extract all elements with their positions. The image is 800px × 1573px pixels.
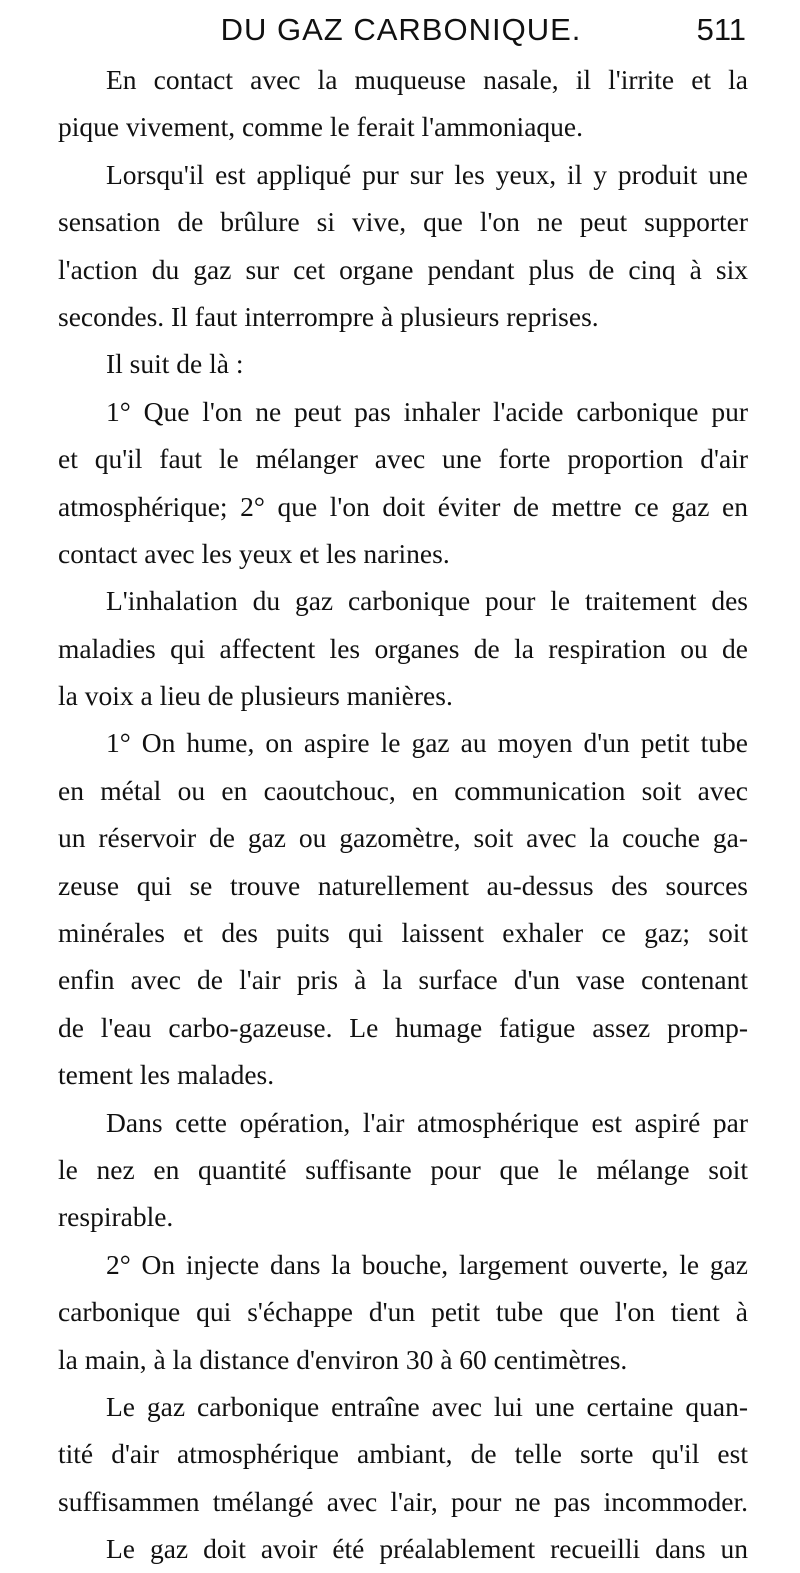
text-line: zeuse qui se trouve naturellement au-dessus des sources bbox=[58, 869, 748, 901]
text-line: En contact avec la muqueuse nasale, il l'irrite et la bbox=[106, 64, 748, 95]
text-line: atmosphérique; 2° que l'on doit éviter de mettre ce gaz en bbox=[58, 490, 748, 522]
text-line: respirable. bbox=[58, 1201, 174, 1233]
text-line: de l'eau carbo-gazeuse. Le humage fatigue assez promp- bbox=[58, 1011, 748, 1043]
text-line: 1° On hume, on aspire le gaz au moyen d'un petit tube bbox=[106, 727, 748, 759]
text-line: carbonique qui s'échappe d'un petit tube que l'on tient à bbox=[58, 1296, 748, 1328]
text-line: un réservoir de gaz ou gazomètre, soit avec la couche ga- bbox=[58, 822, 748, 854]
text-line: en métal ou en caoutchouc, en communication soit avec bbox=[58, 774, 748, 806]
text-line: enfin avec de l'air pris à la surface d'un vase contenant bbox=[58, 964, 748, 996]
text-line: Dans cette opération, l'air atmosphérique est aspiré par bbox=[106, 1106, 748, 1138]
text-line: 2° On injecte dans la bouche, largement ouverte, le gaz bbox=[106, 1248, 748, 1280]
body-text bbox=[58, 56, 748, 1573]
text-line: tité d'air atmosphérique ambiant, de telle sorte qu'il est bbox=[58, 1438, 748, 1470]
running-title: DU GAZ CARBONIQUE. bbox=[220, 12, 582, 47]
text-line: contact avec les yeux et les narines. bbox=[58, 537, 450, 569]
text-line: la main, à la distance d'environ 30 à 60 centimètres. bbox=[58, 1343, 628, 1375]
text-line: 1° Que l'on ne peut pas inhaler l'acide carbonique pur bbox=[106, 395, 748, 427]
text-line: minérales et des puits qui laissent exhaler ce gaz; soit bbox=[58, 917, 748, 949]
text-line: l'action du gaz sur cet organe pendant plus de cinq à six bbox=[58, 253, 748, 285]
text-line: maladies qui affectent les organes de la respiration ou de bbox=[58, 632, 748, 664]
text-line: L'inhalation du gaz carbonique pour le traitement des bbox=[106, 585, 748, 617]
running-head bbox=[56, 12, 746, 52]
text-line: Le gaz carbonique entraîne avec lui une certaine quan- bbox=[106, 1390, 748, 1422]
text-line: suffisammen tmélangé avec l'air, pour ne pas incommoder. bbox=[58, 1485, 748, 1517]
text-line: Lorsqu'il est appliqué pur sur les yeux, il y produit une bbox=[106, 158, 748, 190]
text-line: sensation de brûlure si vive, que l'on ne peut supporter bbox=[58, 206, 748, 238]
text-line: Le gaz doit avoir été préalablement recueilli dans un bbox=[106, 1533, 748, 1565]
text-line: tement les malades. bbox=[58, 1059, 275, 1091]
text-line: pique vivement, comme le ferait l'ammoniaque. bbox=[58, 111, 583, 143]
text-line: la voix a lieu de plusieurs manières. bbox=[58, 680, 453, 712]
text-line: le nez en quantité suffisante pour que le mélange soit bbox=[58, 1153, 748, 1185]
text-line: secondes. Il faut interrompre à plusieurs reprises. bbox=[58, 300, 599, 332]
page-number: 511 bbox=[696, 12, 746, 47]
text-line: Il suit de là : bbox=[106, 348, 244, 380]
text-line: et qu'il faut le mélanger avec une forte proportion d'air bbox=[58, 443, 748, 475]
